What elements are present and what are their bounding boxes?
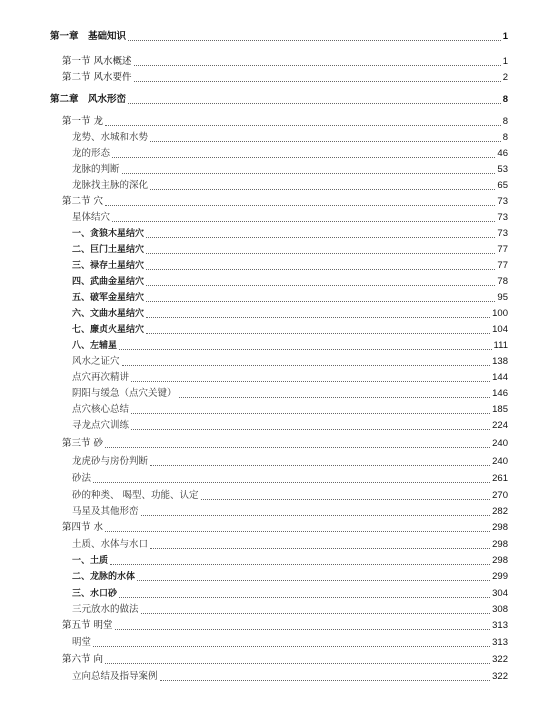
toc-page-number: 100 [492, 308, 508, 319]
toc-section[interactable] [62, 112, 508, 128]
toc-text: 第六节 向 [62, 654, 104, 665]
toc-text: 二、巨门土星结穴 [72, 245, 145, 255]
leader-dots [141, 613, 491, 614]
leader-dots [105, 125, 501, 126]
leader-dots [146, 269, 495, 270]
toc-text: 砂的种类、 喝型、功能、认定 [72, 490, 199, 501]
toc-item[interactable] [72, 567, 508, 583]
toc-subentry[interactable] [72, 176, 508, 192]
toc-text: 一、土质 [72, 556, 109, 566]
toc-subentry[interactable] [72, 452, 508, 468]
toc-page-number: 8 [502, 132, 508, 143]
toc-text: 第一节 风水概述 [62, 56, 132, 67]
toc-page-number: 1 [502, 31, 508, 42]
toc-page-number: 73 [497, 212, 508, 223]
toc-text: 龙的形态 [72, 148, 111, 159]
leader-dots [112, 157, 495, 158]
toc-page-number: 46 [497, 148, 508, 159]
leader-dots [105, 531, 490, 532]
toc-page-number: 8 [502, 94, 508, 105]
toc-page-number: 77 [497, 244, 508, 255]
toc-text: 六、文曲水星结穴 [72, 309, 145, 319]
leader-dots [131, 429, 490, 430]
toc-item[interactable] [72, 551, 508, 567]
toc-section[interactable] [62, 650, 508, 666]
leader-dots [93, 646, 490, 647]
leader-dots [110, 564, 490, 565]
toc-text: 第二节 穴 [62, 196, 104, 207]
leader-dots [131, 381, 490, 382]
leader-dots [93, 482, 490, 483]
leader-dots [179, 397, 491, 398]
toc-page-number: 73 [497, 196, 508, 207]
toc-text: 龙脉的判断 [72, 164, 120, 175]
toc-page-number: 95 [497, 292, 508, 303]
toc-text: 龙虎砂与房份判断 [72, 456, 149, 467]
leader-dots [201, 499, 491, 500]
toc-page-number: 8 [502, 116, 508, 127]
leader-dots [150, 189, 495, 190]
toc-text: 第一节 龙 [62, 116, 104, 127]
toc-page-number: 240 [492, 456, 508, 467]
toc-page-number: 185 [492, 404, 508, 415]
leader-dots [141, 515, 491, 516]
toc-page-number: 53 [497, 164, 508, 175]
toc-text: 点穴再次精讲 [72, 372, 130, 383]
toc-subentry[interactable] [72, 384, 508, 400]
toc-text: 立向总结及指导案例 [72, 671, 158, 682]
toc-page-number: 322 [492, 671, 508, 682]
toc-subentry[interactable] [72, 144, 508, 160]
toc-page-number: 1 [502, 56, 508, 67]
toc-text: 砂法 [72, 473, 92, 484]
toc-page-number: 270 [492, 490, 508, 501]
toc-page-number: 77 [497, 260, 508, 271]
leader-dots [105, 447, 490, 448]
toc-page-number: 304 [492, 588, 508, 599]
toc-text: 阴阳与缓急（点穴关键） [72, 388, 177, 399]
toc-item[interactable] [72, 584, 508, 600]
leader-dots [146, 285, 495, 286]
leader-dots [128, 103, 501, 104]
toc-text: 龙势、水城和水势 [72, 132, 149, 143]
leader-dots [131, 413, 490, 414]
leader-dots [119, 597, 490, 598]
leader-dots [146, 301, 495, 302]
toc-page-number: 261 [492, 473, 508, 484]
toc-text: 点穴核心总结 [72, 404, 130, 415]
toc-text: 明堂 [72, 637, 92, 648]
toc-text: 四、武曲金星结穴 [72, 277, 145, 287]
toc-subentry[interactable] [72, 535, 508, 551]
toc-page-number: 308 [492, 604, 508, 615]
leader-dots [160, 680, 491, 681]
toc-page-number: 144 [492, 372, 508, 383]
leader-dots [122, 173, 496, 174]
toc-page-number: 298 [492, 539, 508, 550]
toc-text: 第一章 基础知识 [50, 31, 127, 42]
toc-text: 第五节 明堂 [62, 620, 113, 631]
toc-page-number: 78 [497, 276, 508, 287]
toc-section[interactable] [62, 434, 508, 450]
toc-page-number: 73 [497, 228, 508, 239]
toc-text: 三元放水的做法 [72, 604, 139, 615]
toc-page-number: 2 [502, 72, 508, 83]
toc-text: 七、廉贞火星结穴 [72, 325, 145, 335]
toc-subentry[interactable] [72, 400, 508, 416]
toc-section[interactable] [62, 52, 508, 68]
toc-text: 土质、水体与水口 [72, 539, 149, 550]
toc-text: 一、贪狼木星结穴 [72, 229, 145, 239]
toc-page-number: 104 [492, 324, 508, 335]
toc-text: 五、破军金星结穴 [72, 293, 145, 303]
toc-section[interactable] [62, 68, 508, 84]
leader-dots [150, 548, 490, 549]
toc-text: 寻龙点穴训练 [72, 420, 130, 431]
leader-dots [112, 221, 495, 222]
leader-dots [150, 465, 490, 466]
leader-dots [137, 580, 490, 581]
toc-item[interactable] [72, 240, 508, 256]
leader-dots [146, 253, 495, 254]
toc-page-number: 322 [492, 654, 508, 665]
toc-subentry[interactable] [72, 486, 508, 502]
toc-text: 星体结穴 [72, 212, 111, 223]
leader-dots [128, 40, 501, 41]
leader-dots [146, 333, 490, 334]
toc-item[interactable] [72, 256, 508, 272]
toc-subentry[interactable] [72, 502, 508, 518]
toc-text: 第四节 水 [62, 522, 104, 533]
toc-chapter[interactable] [50, 27, 508, 43]
leader-dots [150, 141, 501, 142]
toc-text: 八、左辅星 [72, 341, 118, 351]
leader-dots [134, 81, 501, 82]
leader-dots [134, 65, 501, 66]
leader-dots [105, 205, 495, 206]
leader-dots [146, 237, 495, 238]
toc-subentry[interactable] [72, 416, 508, 432]
toc-subentry[interactable] [72, 352, 508, 368]
leader-dots [115, 629, 491, 630]
toc-item[interactable] [72, 304, 508, 320]
toc-subentry[interactable] [72, 160, 508, 176]
toc-text: 风水之证穴 [72, 356, 120, 367]
toc-item[interactable] [72, 272, 508, 288]
leader-dots [119, 349, 492, 350]
toc-item[interactable] [72, 288, 508, 304]
toc-page-number: 138 [492, 356, 508, 367]
toc-page-number: 313 [492, 637, 508, 648]
toc-subentry[interactable] [72, 469, 508, 485]
toc-page-number: 298 [492, 522, 508, 533]
leader-dots [105, 663, 490, 664]
toc-page-number: 282 [492, 506, 508, 517]
toc-text: 第三节 砂 [62, 438, 104, 449]
toc-text: 第二节 风水要件 [62, 72, 132, 83]
toc-subentry[interactable] [72, 208, 508, 224]
leader-dots [146, 317, 490, 318]
toc-text: 马星及其他形峦 [72, 506, 139, 517]
toc-text: 三、禄存土星结穴 [72, 261, 145, 271]
toc-section[interactable] [62, 192, 508, 208]
toc-subentry[interactable] [72, 368, 508, 384]
toc-item[interactable] [72, 336, 508, 352]
toc-subentry[interactable] [72, 600, 508, 616]
toc-text: 第二章 风水形峦 [50, 94, 127, 105]
toc-page-number: 146 [492, 388, 508, 399]
toc-page-number: 298 [492, 555, 508, 566]
toc-page-number: 65 [497, 180, 508, 191]
toc-section[interactable] [62, 518, 508, 534]
toc-subentry[interactable] [72, 667, 508, 683]
toc-text: 三、水口砂 [72, 589, 118, 599]
toc-chapter[interactable] [50, 90, 508, 106]
toc-page-number: 240 [492, 438, 508, 449]
toc-subentry[interactable] [72, 128, 508, 144]
toc-item[interactable] [72, 320, 508, 336]
toc-page-number: 313 [492, 620, 508, 631]
toc-text: 龙脉找主脉的深化 [72, 180, 149, 191]
toc-page-number: 299 [492, 571, 508, 582]
leader-dots [122, 365, 491, 366]
toc-page-number: 111 [493, 340, 508, 351]
toc-text: 二、龙脉的水体 [72, 572, 136, 582]
toc-item[interactable] [72, 224, 508, 240]
toc-page-number: 224 [492, 420, 508, 431]
toc-section[interactable] [62, 616, 508, 632]
toc-subentry[interactable] [72, 633, 508, 649]
